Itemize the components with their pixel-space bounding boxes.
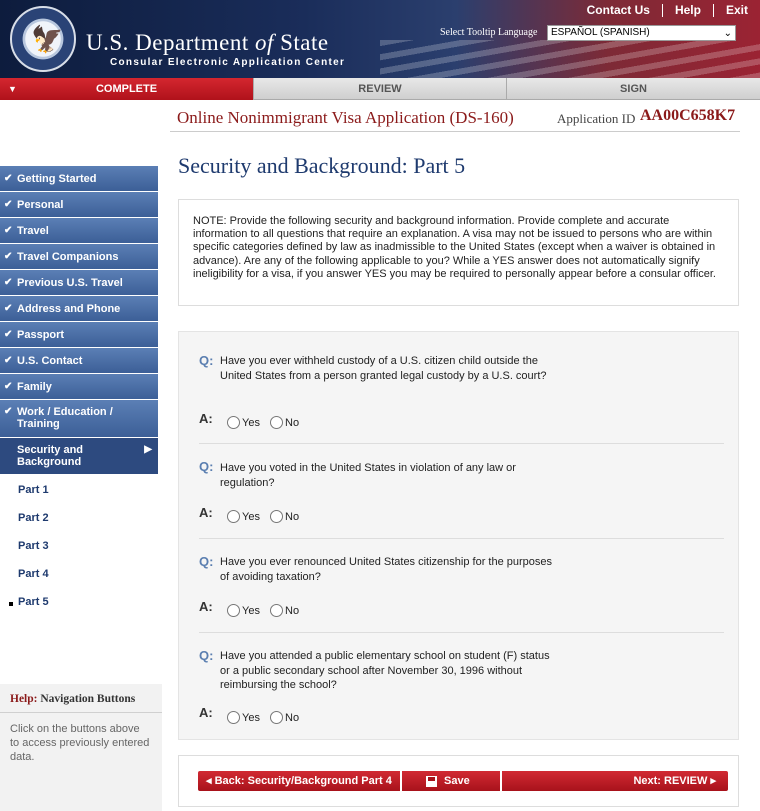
- question-3-no-radio[interactable]: [270, 604, 299, 617]
- sidebar: [0, 166, 158, 618]
- questions-panel: [178, 331, 739, 740]
- question-3-text: Have you ever renounced United States citizenship for the purposes of avoiding taxation?: [220, 556, 553, 583]
- sidebar-item-label: Travel Companions: [17, 250, 119, 263]
- sidebar-item-label: Address and Phone: [17, 302, 121, 315]
- sidebar-item-passport[interactable]: [0, 322, 158, 347]
- question-label: Q:: [199, 554, 214, 569]
- question-label: Q:: [199, 353, 214, 368]
- checkmark-icon: ✔: [4, 303, 13, 314]
- caret-right-icon: ▸: [710, 775, 716, 787]
- question-label: Q:: [199, 648, 214, 663]
- checkmark-icon: ✔: [4, 277, 13, 288]
- help-text: Click on the buttons above to access previously entered data.: [10, 723, 150, 763]
- agency-name: U.S. Department of State: [86, 30, 329, 55]
- sidebar-subitem-part-4[interactable]: Part 4: [18, 568, 49, 580]
- sidebar-item-family[interactable]: [0, 374, 158, 399]
- question-4-no-radio[interactable]: [270, 711, 299, 724]
- selected-language: ESPAÑOL (SPANISH): [551, 27, 650, 38]
- note-box: NOTE: Provide the following security and background information. Provide complete and accurate information to all questions that require an explanation. A visa may not be issued to persons who are within specific categories defined by law as inadmissible to the United States (except when a waiver is obtained in advance). Are any of the following applicable to you? While a YES answer does not automatically signify ineligibility for a visa, if you answer YES you may be required to personally appear before a consular officer.: [178, 199, 739, 306]
- sidebar-item-label: Personal: [17, 198, 64, 211]
- page-title: Security and Background: Part 5: [178, 153, 466, 178]
- tab-review[interactable]: REVIEW: [253, 78, 506, 100]
- divider: [199, 632, 724, 633]
- answer-label: A:: [199, 411, 213, 426]
- question-2-text: Have you voted in the United States in violation of any law or regulation?: [220, 462, 516, 489]
- help-title-strong: Help:: [10, 693, 38, 705]
- radio-circle[interactable]: [270, 604, 283, 617]
- question-1-no-radio[interactable]: [270, 416, 299, 429]
- question-2-yes-radio[interactable]: [227, 510, 260, 523]
- sidebar-item-label: Getting Started: [17, 172, 97, 185]
- eagle-icon: 🦅: [31, 25, 64, 55]
- sidebar-item-label: Security and Background: [17, 444, 84, 468]
- top-links: [575, 0, 760, 20]
- help-title-rest: Navigation Buttons: [40, 693, 136, 705]
- radio-circle[interactable]: [227, 711, 240, 724]
- radio-label: Yes: [242, 510, 260, 523]
- tooltip-language-label: Select Tooltip Language: [440, 27, 538, 38]
- caret-right-icon: ▶: [144, 444, 152, 455]
- site-header: [0, 0, 760, 78]
- sidebar-item-label: Travel: [17, 224, 49, 237]
- sidebar-subitem-part-3[interactable]: Part 3: [18, 540, 49, 552]
- divider: [199, 538, 724, 539]
- sidebar-subitem-part-2[interactable]: Part 2: [18, 512, 49, 524]
- checkmark-icon: ✔: [4, 251, 13, 262]
- sidebar-subitem-part-1[interactable]: Part 1: [18, 484, 49, 496]
- divider: [400, 771, 402, 791]
- divider: [0, 712, 162, 713]
- next-button-label: Next: REVIEW: [633, 775, 708, 787]
- save-button-label: Save: [444, 775, 470, 787]
- checkmark-icon: ✔: [4, 406, 13, 417]
- checkmark-icon: ✔: [4, 199, 13, 210]
- sidebar-subitem-part-5[interactable]: [0, 590, 158, 618]
- radio-circle[interactable]: [227, 416, 240, 429]
- flag-stripes: [380, 40, 760, 78]
- radio-label: No: [285, 711, 300, 724]
- save-button[interactable]: [426, 771, 470, 791]
- answer-label: A:: [199, 705, 213, 720]
- help-title: [10, 693, 135, 705]
- sidebar-subitem-label: Part 5: [18, 596, 49, 608]
- sidebar-item-label: Family: [17, 380, 52, 393]
- sidebar-item-getting-started[interactable]: [0, 166, 158, 191]
- sidebar-item-label: Work / Education / Training: [17, 406, 113, 430]
- progress-tabs: [0, 78, 760, 100]
- radio-label: No: [285, 510, 300, 523]
- radio-circle[interactable]: [227, 604, 240, 617]
- tab-sign[interactable]: SIGN: [506, 78, 760, 100]
- agency-subtitle: Consular Electronic Application Center: [110, 57, 346, 68]
- divider: [170, 131, 740, 132]
- question-1-text: Have you ever withheld custody of a U.S. citizen child outside the United States from a person granted legal custody by a U.S. court?: [220, 355, 547, 382]
- radio-label: Yes: [242, 711, 260, 724]
- caret-down-icon: ▼: [8, 84, 17, 94]
- tab-complete-label: COMPLETE: [95, 83, 158, 95]
- sidebar-item-travel[interactable]: [0, 218, 158, 243]
- application-title: Online Nonimmigrant Visa Application (DS-160): [177, 108, 514, 127]
- caret-left-icon: ◂: [206, 775, 212, 787]
- sidebar-item-label: U.S. Contact: [17, 354, 83, 367]
- checkmark-icon: ✔: [4, 381, 13, 392]
- question-2-no-radio[interactable]: [270, 510, 299, 523]
- question-4-yes-radio[interactable]: [227, 711, 260, 724]
- application-id-label: Application ID: [557, 111, 636, 126]
- tooltip-language-select[interactable]: [547, 25, 736, 41]
- answer-label: A:: [199, 599, 213, 614]
- button-bar: [178, 755, 739, 807]
- radio-label: No: [285, 416, 300, 429]
- divider: [500, 771, 502, 791]
- sidebar-item-previous-us-travel[interactable]: [0, 270, 158, 295]
- help-link[interactable]: Help: [663, 4, 714, 17]
- question-1-yes-radio[interactable]: [227, 416, 260, 429]
- checkmark-icon: ✔: [4, 355, 13, 366]
- application-id: AA00C658K7: [640, 107, 736, 124]
- radio-label: No: [285, 604, 300, 617]
- sidebar-item-work-education-training[interactable]: [0, 400, 158, 437]
- back-button[interactable]: [206, 771, 392, 791]
- chevron-down-icon: ⌄: [723, 28, 732, 39]
- checkmark-icon: ✔: [4, 173, 13, 184]
- radio-label: Yes: [242, 604, 260, 617]
- tab-complete[interactable]: [0, 78, 253, 100]
- state-department-seal[interactable]: [10, 6, 76, 72]
- sidebar-item-travel-companions[interactable]: [0, 244, 158, 269]
- radio-circle[interactable]: [270, 416, 283, 429]
- next-button[interactable]: [633, 771, 716, 791]
- question-label: Q:: [199, 459, 214, 474]
- sidebar-item-address-and-phone[interactable]: [0, 296, 158, 321]
- sidebar-item-label: Previous U.S. Travel: [17, 276, 123, 289]
- divider: [199, 443, 724, 444]
- radio-circle[interactable]: [227, 510, 240, 523]
- answer-label: A:: [199, 505, 213, 520]
- sidebar-item-us-contact[interactable]: [0, 348, 158, 373]
- sidebar-item-personal[interactable]: [0, 192, 158, 217]
- current-marker-icon: [9, 602, 13, 606]
- question-3-yes-radio[interactable]: [227, 604, 260, 617]
- question-4-text: Have you attended a public elementary school on student (F) status or a public secondary school after November 30, 1996 without reimbursing the school?: [220, 650, 550, 692]
- sidebar-item-label: Passport: [17, 328, 65, 341]
- sidebar-item-security-and-background[interactable]: [0, 438, 158, 474]
- contact-us-link[interactable]: Contact Us: [575, 4, 663, 17]
- back-button-label: Back: Security/Background Part 4: [214, 775, 392, 787]
- exit-link[interactable]: Exit: [725, 2, 748, 17]
- radio-circle[interactable]: [270, 711, 283, 724]
- radio-circle[interactable]: [270, 510, 283, 523]
- floppy-disk-icon: [426, 776, 437, 787]
- button-row: [198, 771, 728, 791]
- checkmark-icon: ✔: [4, 329, 13, 340]
- radio-label: Yes: [242, 416, 260, 429]
- checkmark-icon: ✔: [4, 225, 13, 236]
- help-panel: [0, 684, 162, 811]
